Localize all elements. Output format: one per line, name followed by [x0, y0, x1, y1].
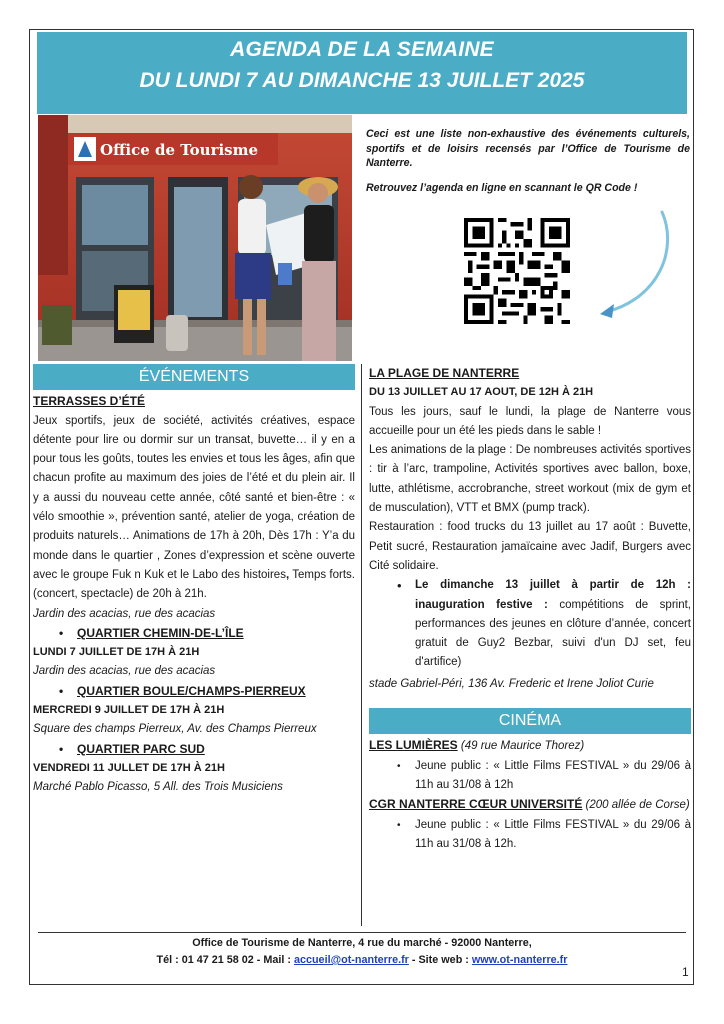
page-title: AGENDA DE LA SEMAINE	[230, 38, 494, 61]
cinema-2	[369, 795, 691, 815]
q1-date: LUNDI 7 JUILLET DE 17H À 21H	[33, 646, 200, 659]
plage-date: DU 13 JUILLET AU 17 AOUT, DE 12H À 21H	[369, 386, 594, 399]
page-header	[37, 32, 687, 114]
inauguration-label: Le dimanche 13 juillet à partir de 12h : inauguration festive :	[415, 579, 691, 611]
plage-place: stade Gabriel-Péri, 136 Av. Frederic et Irene Joliot Curie	[369, 677, 654, 690]
q1-heading	[33, 624, 355, 643]
qr-instruction: Retrouvez l’agenda en ligne en scannant le QR Code !	[366, 181, 638, 194]
plage-intro: Tous les jours, sauf le lundi, la plage de Nanterre vous accueille pour un été les pieds dans le sable !	[369, 405, 691, 437]
cinema-2-program: • Jeune public : « Little Films FESTIVAL » du 29/06 à 11h au 31/08 à 12h.	[369, 816, 691, 855]
q2-heading	[33, 682, 355, 701]
terrasses-description	[33, 412, 355, 605]
page-subtitle: DU LUNDI 7 AU DIMANCHE 13 JUILLET 2025	[139, 69, 585, 92]
plage-animations: Les animations de la plage : De nombreuses activités sportives : tir à l’arc, trampoline, Activités sportives avec ballon, boxe, lutte, athlétisme, accrobranche, street workout (mix de gym et de musculation), VTT et BMX (pump track).	[369, 444, 691, 515]
q3-date: VENDREDI 11 JULLET DE 17H À 21H	[33, 761, 225, 774]
cinema-1-name: LES LUMIÈRES	[369, 738, 458, 753]
q2-date: MERCREDI 9 JUILLET DE 17H À 21H	[33, 704, 225, 717]
terrasses-place: Jardin des acacias, rue des acacias	[33, 607, 216, 620]
terrasses-title: TERRASSES D’ÉTÉ	[33, 394, 146, 409]
q3-place: Marché Pablo Picasso, 5 All. des Trois Musiciens	[33, 781, 283, 794]
cinema-2-address: (200 allée de Corse)	[582, 799, 690, 812]
footer-contact	[38, 952, 686, 969]
column-divider	[361, 364, 362, 926]
cinema-1-program: • Jeune public : « Little Films FESTIVAL » du 29/06 à 11h au 31/08 à 12h	[369, 757, 691, 796]
intro-text	[366, 127, 690, 205]
q1-place: Jardin des acacias, rue des acacias	[33, 665, 216, 678]
q2-place: Square des champs Pierreux, Av. des Champs Pierreux	[33, 723, 317, 736]
footer-phone: Tél : 01 47 21 58 02 - Mail :	[156, 954, 294, 966]
plage-restauration: Restauration : food trucks du 13 juillet au 17 août : Buvette, Petit sucré, Restauration jamaïcaine avec Jadif, Burgers avec Cité solidaire.	[369, 521, 691, 572]
terrasses-text-end: Temps forts. (concert, spectacle) de 20h à 21h.	[33, 568, 355, 601]
sign-text: Office de Tourisme	[100, 141, 259, 159]
email-link[interactable]: accueil@ot-nanterre.fr	[293, 954, 409, 966]
storefront-photo	[38, 115, 352, 361]
page-number: 1	[682, 965, 689, 979]
cinema-1	[369, 736, 691, 756]
terrasses-text: Jeux sportifs, jeux de société, activités créatives, espace détente pour lire ou dormir sur un transat, buvette… il y en a pour tous les goûts, toutes les envies et tous les âges, afin que chacun profite au maximum des joies de l’été et du plein air. Il y a aussi du nouveau cette année, côté santé et bien-être : « vélo smoothie », prévention santé, atelier de yoga, création de produits naturels… Animations de 17h à 20h, Dès 17h : Y’a du monde dans le quartier , Zones d’expression et scène ouverte avec le groupe Fuk n Kuk et le Labo des histoires	[33, 414, 355, 581]
plage-title: LA PLAGE DE NANTERRE	[369, 366, 520, 380]
footer-web-label: - Site web :	[408, 954, 472, 966]
right-column	[369, 364, 691, 854]
footer-address: Office de Tourisme de Nanterre, 4 rue du marché - 92000 Nanterre,	[192, 937, 532, 949]
plage-inauguration	[369, 576, 691, 672]
curved-arrow-icon	[580, 208, 680, 328]
q1-title: QUARTIER CHEMIN-DE-L’ÎLE	[77, 625, 244, 640]
terrasses-comma: ,	[285, 568, 290, 581]
q3-heading	[33, 740, 355, 759]
cinema-2-name: CGR NANTERRE CŒUR UNIVERSITÉ	[369, 797, 583, 812]
q2-title: QUARTIER BOULE/CHAMPS-PIERREUX	[77, 683, 306, 698]
q3-title: QUARTIER PARC SUD	[77, 741, 205, 756]
cinema-banner: CINÉMA	[369, 708, 691, 734]
events-column	[33, 364, 355, 798]
inauguration-details: compétitions de sprint, performances des jeunes en clôture d’année, concert gratuit de Guy2 Bezbar, suivi d'un DJ set, feu d'artifice)	[415, 598, 691, 669]
website-link[interactable]: www.ot-nanterre.fr	[471, 954, 568, 966]
intro-paragraph: Ceci est une liste non-exhaustive des événements culturels, sportifs et de loisirs recensés par l’Office de Tourisme de Nanterre.	[366, 128, 690, 169]
qr-code[interactable]	[464, 218, 570, 324]
events-banner: ÉVÉNEMENTS	[33, 364, 355, 390]
cinema-1-address: (49 rue Maurice Thorez)	[457, 740, 585, 753]
page-footer	[38, 932, 686, 969]
